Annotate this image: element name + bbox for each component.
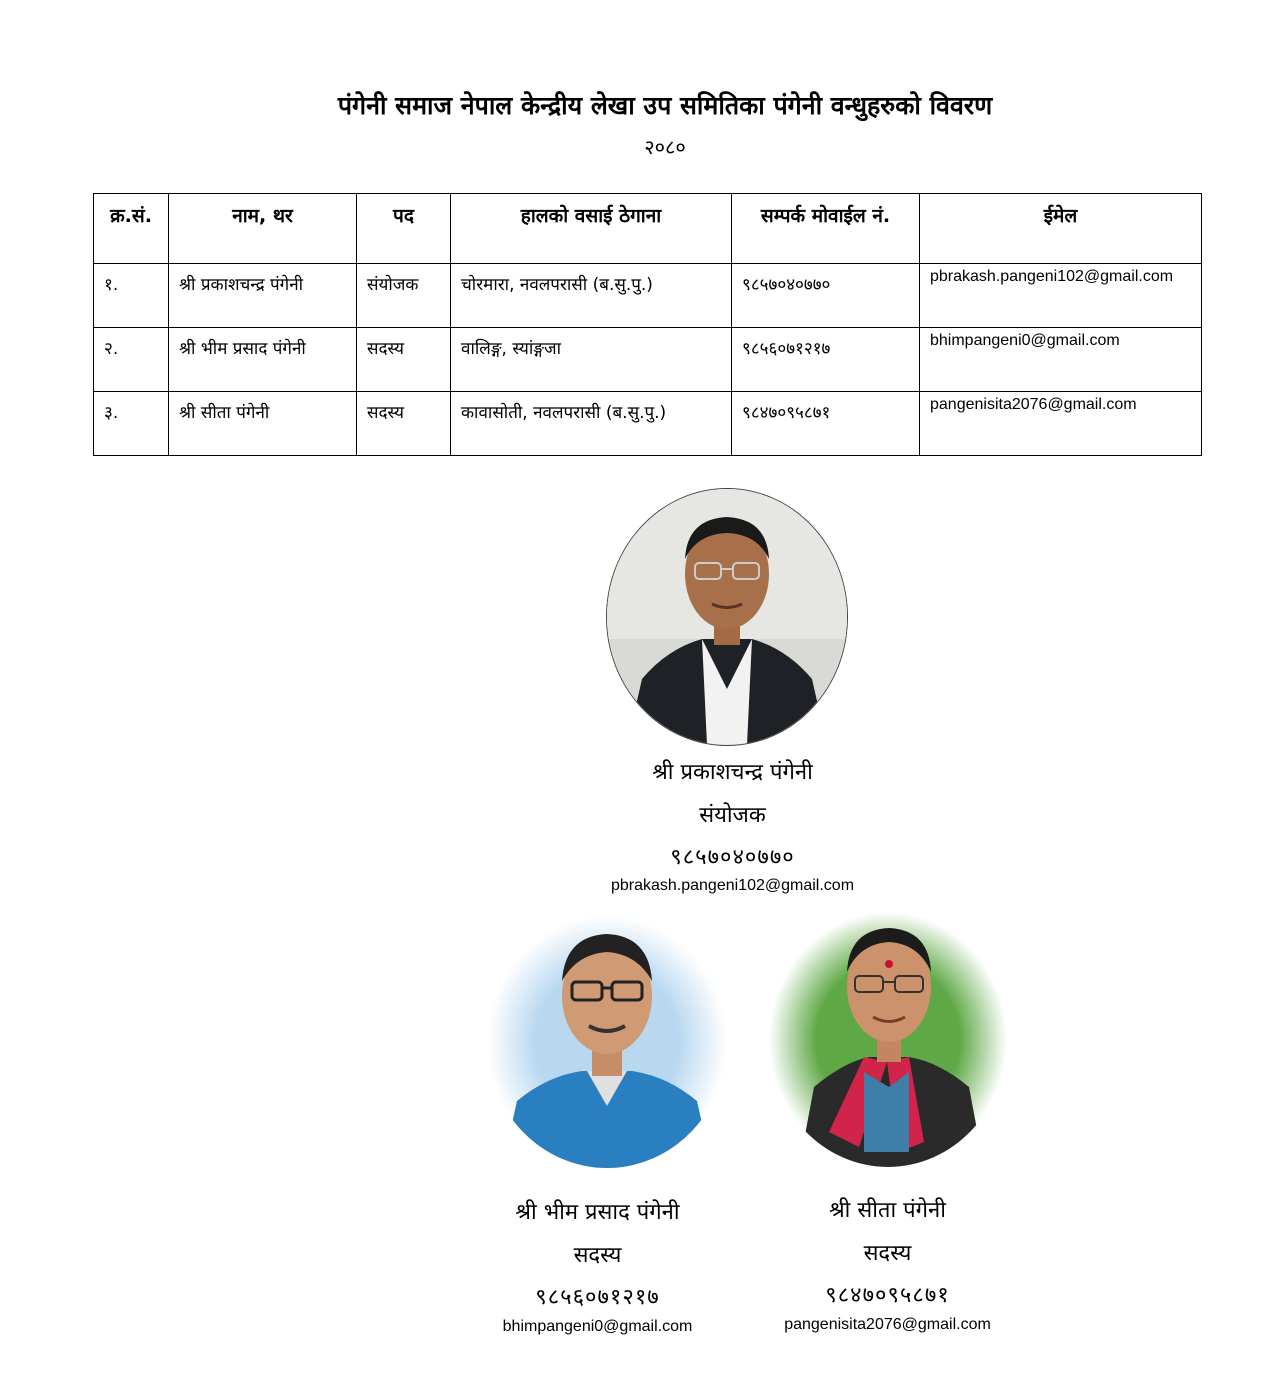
cell-email: pangenisita2076@gmail.com <box>920 392 1202 456</box>
cell-mobile: ९८५७०४०७७० <box>732 264 920 328</box>
column-header-serial: क्र.सं. <box>94 194 169 264</box>
document-year: २०८० <box>644 135 686 159</box>
coordinator-phone: ९८५७०४०७७० <box>670 845 795 870</box>
member-1-name: श्री भीम प्रसाद पंगेनी <box>515 1200 680 1225</box>
profile-card-member-1 <box>465 912 730 1344</box>
cell-mobile: ९८५६०७१२१७ <box>732 328 920 392</box>
profile-card-member-2 <box>785 912 1050 1342</box>
member-2-role: सदस्य <box>863 1241 912 1266</box>
cell-position: संयोजक <box>357 264 451 328</box>
members-table <box>93 193 1202 456</box>
column-header-email: ईमेल <box>920 194 1202 264</box>
profile-card-coordinator <box>580 486 885 906</box>
table-row <box>94 392 1202 456</box>
member-1-role: सदस्य <box>573 1243 622 1268</box>
cell-name: श्री सीता पंगेनी <box>169 392 357 456</box>
member-2-phone: ९८४७०९५८७१ <box>825 1283 950 1308</box>
member-1-photo <box>487 916 727 1168</box>
cell-position: सदस्य <box>357 328 451 392</box>
member-2-photo <box>769 912 1007 1167</box>
cell-email: pbrakash.pangeni102@gmail.com <box>920 264 1202 328</box>
cell-serial: २. <box>94 328 169 392</box>
document-title: पंगेनी समाज नेपाल केन्द्रीय लेखा उप समितिका पंगेनी वन्धुहरुको विवरण <box>337 91 993 120</box>
cell-serial: ३. <box>94 392 169 456</box>
cell-address: वालिङ्ग, स्यांङ्गजा <box>451 328 732 392</box>
column-header-address: हालको वसाई ठेगाना <box>451 194 732 264</box>
coordinator-email: pbrakash.pangeni102@gmail.com <box>610 877 855 894</box>
cell-serial: १. <box>94 264 169 328</box>
column-header-mobile: सम्पर्क मोवाईल नं. <box>732 194 920 264</box>
cell-address: चोरमारा, नवलपरासी (ब.सु.पु.) <box>451 264 732 328</box>
coordinator-photo <box>606 488 848 746</box>
table-row <box>94 264 1202 328</box>
cell-email: bhimpangeni0@gmail.com <box>920 328 1202 392</box>
member-1-phone: ९८५६०७१२१७ <box>535 1285 660 1310</box>
table-row <box>94 328 1202 392</box>
member-2-email: pangenisita2076@gmail.com <box>784 1316 991 1333</box>
column-header-position: पद <box>357 194 451 264</box>
cell-name: श्री प्रकाशचन्द्र पंगेनी <box>169 264 357 328</box>
coordinator-name: श्री प्रकाशचन्द्र पंगेनी <box>652 760 813 785</box>
coordinator-role: संयोजक <box>699 803 766 828</box>
column-header-name: नाम, थर <box>169 194 357 264</box>
cell-address: कावासोती, नवलपरासी (ब.सु.पु.) <box>451 392 732 456</box>
cell-mobile: ९८४७०९५८७१ <box>732 392 920 456</box>
cell-position: सदस्य <box>357 392 451 456</box>
member-2-name: श्री सीता पंगेनी <box>829 1198 946 1223</box>
member-1-email: bhimpangeni0@gmail.com <box>502 1318 693 1335</box>
cell-name: श्री भीम प्रसाद पंगेनी <box>169 328 357 392</box>
table-header-row <box>94 194 1202 264</box>
